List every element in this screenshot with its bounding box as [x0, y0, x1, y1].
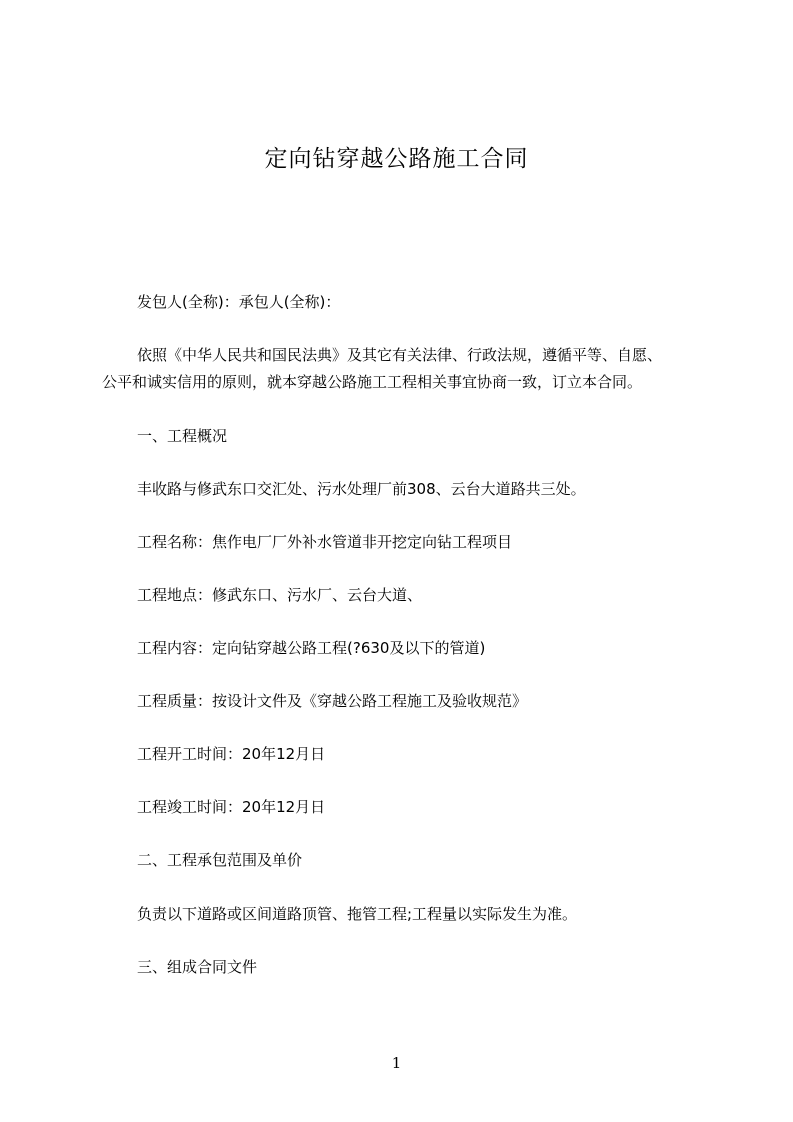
- scope-text: 负责以下道路或区间道路顶管、拖管工程;工程量以实际发生为准。: [137, 905, 578, 923]
- project-name: 工程名称：焦作电厂厂外补水管道非开挖定向钻工程项目: [137, 533, 513, 551]
- preamble-line-1: 依照《中华人民共和国民法典》及其它有关法律、行政法规，遵循平等、自愿、: [137, 346, 663, 364]
- location-summary: 丰收路与修武东口交汇处、污水处理厂前308、云台大道路共三处。: [137, 480, 586, 498]
- start-time: 工程开工时间：20年12月日: [137, 745, 326, 763]
- preamble-line-2: 公平和诚实信用的原则，就本穿越公路施工工程相关事宜协商一致，订立本合同。: [102, 373, 643, 391]
- section-1-heading: 一、工程概况: [137, 427, 228, 445]
- project-quality: 工程质量：按设计文件及《穿越公路工程施工及验收规范》: [137, 692, 528, 710]
- parties-line: 发包人(全称)：承包人(全称)：: [137, 293, 341, 311]
- project-content: 工程内容：定向钻穿越公路工程(?630及以下的管道): [137, 639, 486, 657]
- end-time: 工程竣工时间：20年12月日: [137, 798, 326, 816]
- document-title: 定向钻穿越公路施工合同: [264, 146, 529, 172]
- page-number: 1: [391, 1054, 402, 1072]
- section-3-heading: 三、组成合同文件: [137, 958, 258, 976]
- project-site: 工程地点：修武东口、污水厂、云台大道、: [137, 586, 423, 604]
- section-2-heading: 二、工程承包范围及单价: [137, 851, 303, 869]
